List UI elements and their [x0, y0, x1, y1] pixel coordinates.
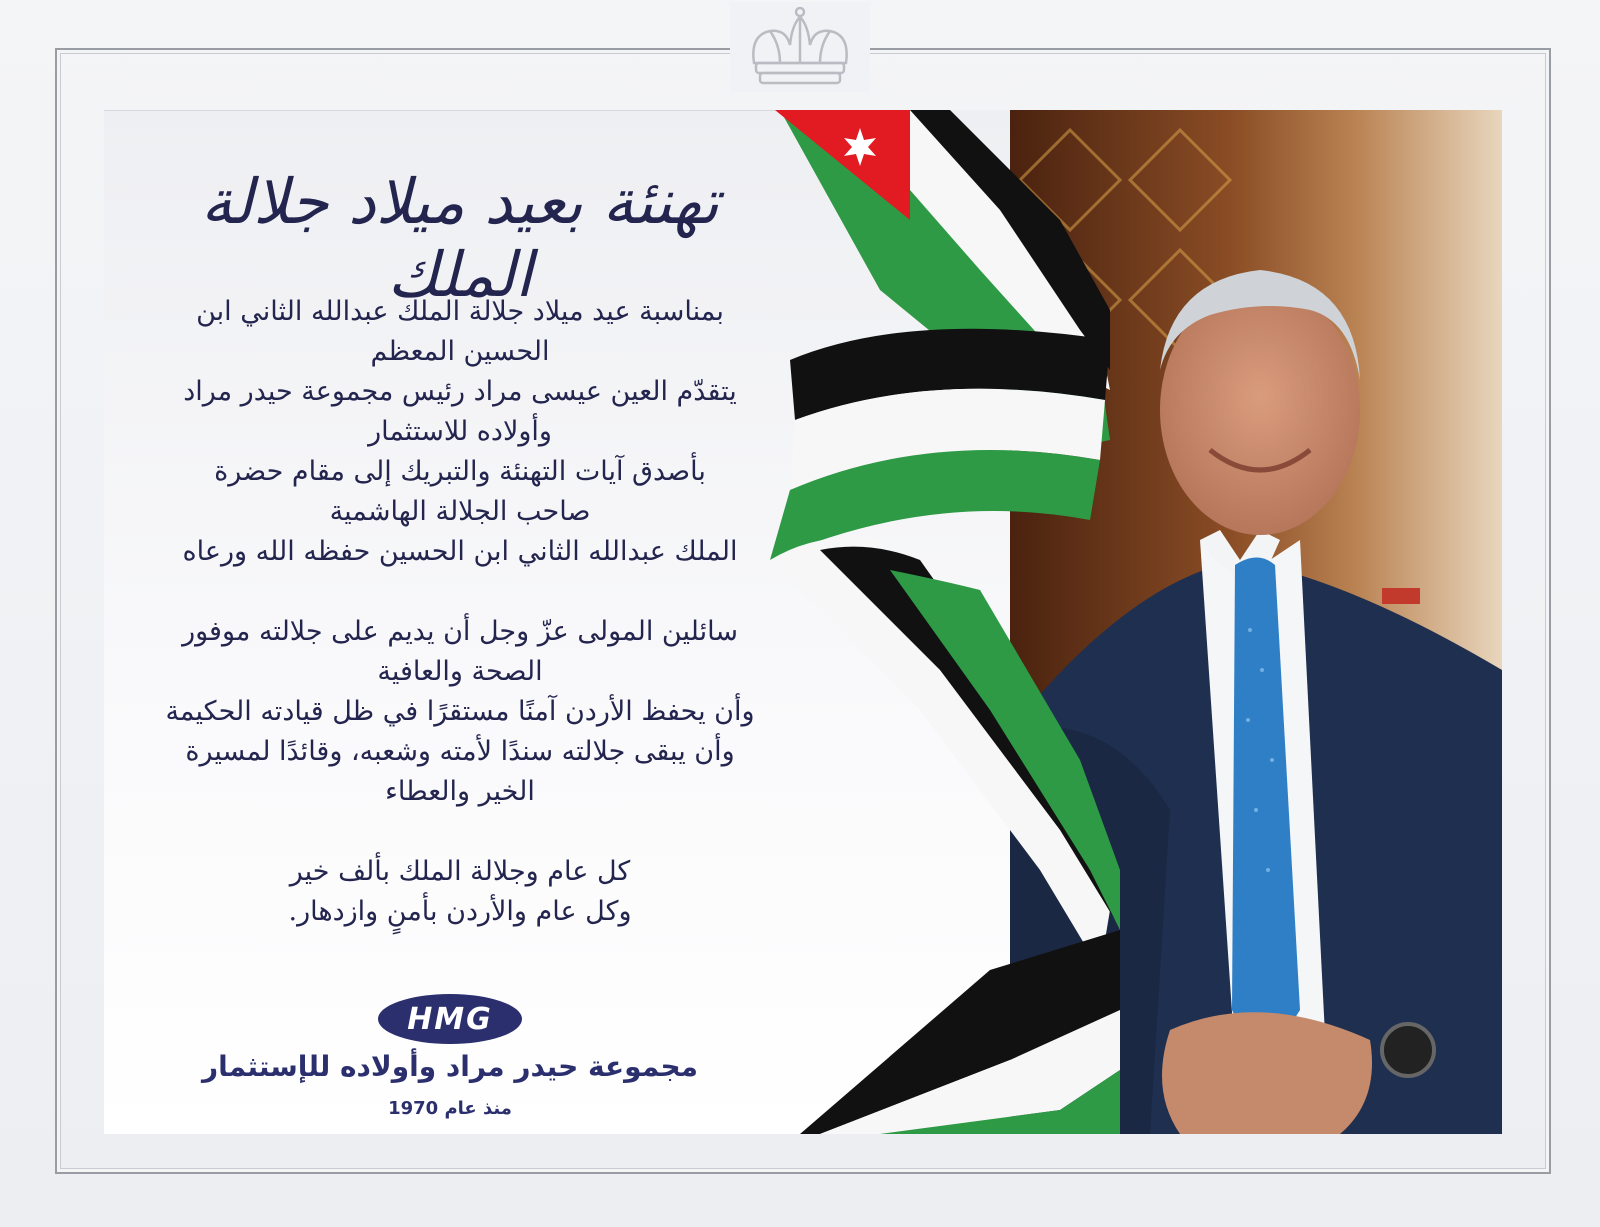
divider — [104, 110, 804, 111]
message-line: الملك عبدالله الثاني ابن الحسين حفظه الله ورعاه — [182, 536, 738, 567]
message-line: وكل عام والأردن بأمنٍ وازدهار. — [288, 896, 632, 927]
message-line: يتقدّم العين عيسى مراد رئيس مجموعة حيدر مراد — [183, 376, 737, 407]
company-since: منذ عام 1970 — [388, 1098, 512, 1119]
message-line: صاحب الجلالة الهاشمية — [329, 496, 591, 527]
company-name: مجموعة حيدر مراد وأولاده للإستثمار — [202, 1050, 698, 1083]
crown-icon — [740, 5, 860, 89]
message-paragraph-3 — [150, 852, 770, 932]
message-line: وأولاده للاستثمار — [368, 416, 552, 447]
company-logo: HMG — [378, 994, 522, 1044]
message-line: وأن يبقى جلالته سندًا لأمته وشعبه، وقائدًا لمسيرة — [185, 736, 735, 767]
message-line: بأصدق آيات التهنئة والتبريك إلى مقام حضرة — [214, 456, 706, 487]
crown-emblem — [730, 2, 870, 92]
flag-ribbon — [760, 110, 1180, 1134]
message-line: الصحة والعافية — [377, 656, 543, 687]
message-paragraph-1 — [150, 292, 770, 572]
page-title: تهنئة بعيد ميلاد جلالة الملك — [200, 165, 719, 311]
message-line: وأن يحفظ الأردن آمنًا مستقرًا في ظل قيادته الحكيمة — [165, 696, 755, 727]
message-line: الحسين المعظم — [370, 336, 550, 367]
message-line: الخير والعطاء — [385, 776, 535, 807]
message-line: سائلين المولى عزّ وجل أن يديم على جلالته موفور — [182, 616, 738, 647]
message-line: بمناسبة عيد ميلاد جلالة الملك عبدالله الثاني ابن — [196, 296, 724, 327]
greeting-message — [150, 292, 770, 972]
message-line: كل عام وجلالة الملك بألف خير — [289, 856, 631, 887]
message-paragraph-2 — [150, 612, 770, 812]
